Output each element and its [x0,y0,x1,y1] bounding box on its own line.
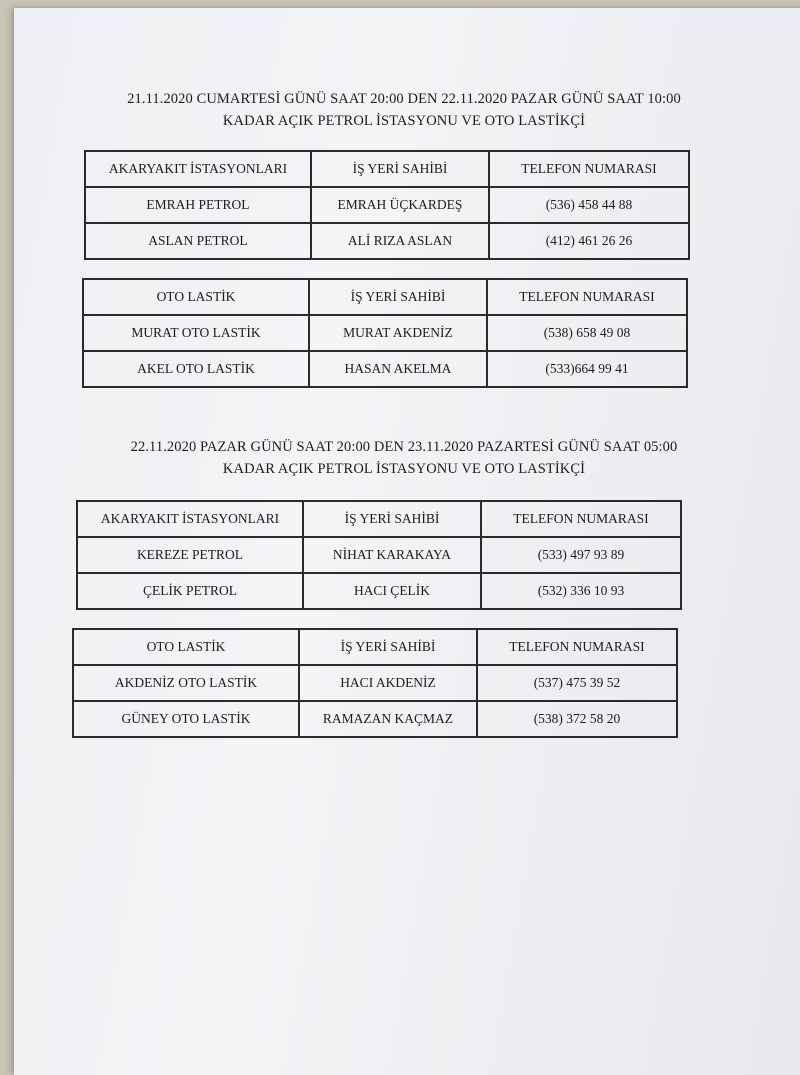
header-cell: TELEFON NUMARASI [481,501,681,537]
heading-line-1: 22.11.2020 PAZAR GÜNÜ SAAT 20:00 DEN 23.11.2020 PAZARTESİ GÜNÜ SAAT 05:00 [130,439,678,455]
table-row [85,187,689,223]
phone-number: (533) 497 93 89 [481,537,681,573]
header-cell: AKARYAKIT İSTASYONLARI [77,501,303,537]
owner-name: RAMAZAN KAÇMAZ [299,701,477,737]
owner-name: HACI ÇELİK [303,573,481,609]
table-row [73,665,677,701]
heading-line-2: KADAR AÇIK PETROL İSTASYONU VE OTO LASTİKÇİ [222,113,586,129]
table-row [83,351,687,387]
document-page [14,8,800,1075]
section-2-heading [14,436,794,480]
table-header-row [83,279,687,315]
header-cell: İŞ YERİ SAHİBİ [303,501,481,537]
header-cell: İŞ YERİ SAHİBİ [311,151,489,187]
table-row [77,537,681,573]
fuel-stations-table-2 [76,500,682,610]
shop-name: AKDENİZ OTO LASTİK [73,665,299,701]
phone-number: (536) 458 44 88 [489,187,689,223]
table-header-row [85,151,689,187]
heading-line-1: 21.11.2020 CUMARTESİ GÜNÜ SAAT 20:00 DEN 22.11.2020 PAZAR GÜNÜ SAAT 10:00 [127,91,681,107]
header-cell: İŞ YERİ SAHİBİ [299,629,477,665]
table-row [77,573,681,609]
header-cell: TELEFON NUMARASI [487,279,687,315]
phone-number: (533)664 99 41 [487,351,687,387]
header-cell: TELEFON NUMARASI [477,629,677,665]
station-name: ÇELİK PETROL [77,573,303,609]
section-1-heading [14,88,794,132]
shop-name: MURAT OTO LASTİK [83,315,309,351]
header-cell: TELEFON NUMARASI [489,151,689,187]
owner-name: ALİ RIZA ASLAN [311,223,489,259]
phone-number: (538) 658 49 08 [487,315,687,351]
station-name: EMRAH PETROL [85,187,311,223]
header-cell: İŞ YERİ SAHİBİ [309,279,487,315]
tire-shops-table-1 [82,278,688,388]
owner-name: HACI AKDENİZ [299,665,477,701]
station-name: KEREZE PETROL [77,537,303,573]
phone-number: (412) 461 26 26 [489,223,689,259]
header-cell: AKARYAKIT İSTASYONLARI [85,151,311,187]
heading-line-2: KADAR AÇIK PETROL İSTASYONU VE OTO LASTİKÇİ [222,461,586,477]
tire-shops-table-2 [72,628,678,738]
shop-name: AKEL OTO LASTİK [83,351,309,387]
table-row [83,315,687,351]
table-row [73,701,677,737]
station-name: ASLAN PETROL [85,223,311,259]
fuel-stations-table-1 [84,150,690,260]
phone-number: (538) 372 58 20 [477,701,677,737]
owner-name: MURAT AKDENİZ [309,315,487,351]
shop-name: GÜNEY OTO LASTİK [73,701,299,737]
owner-name: EMRAH ÜÇKARDEŞ [311,187,489,223]
table-row [85,223,689,259]
table-header-row [73,629,677,665]
phone-number: (532) 336 10 93 [481,573,681,609]
header-cell: OTO LASTİK [83,279,309,315]
owner-name: HASAN AKELMA [309,351,487,387]
owner-name: NİHAT KARAKAYA [303,537,481,573]
table-header-row [77,501,681,537]
header-cell: OTO LASTİK [73,629,299,665]
phone-number: (537) 475 39 52 [477,665,677,701]
